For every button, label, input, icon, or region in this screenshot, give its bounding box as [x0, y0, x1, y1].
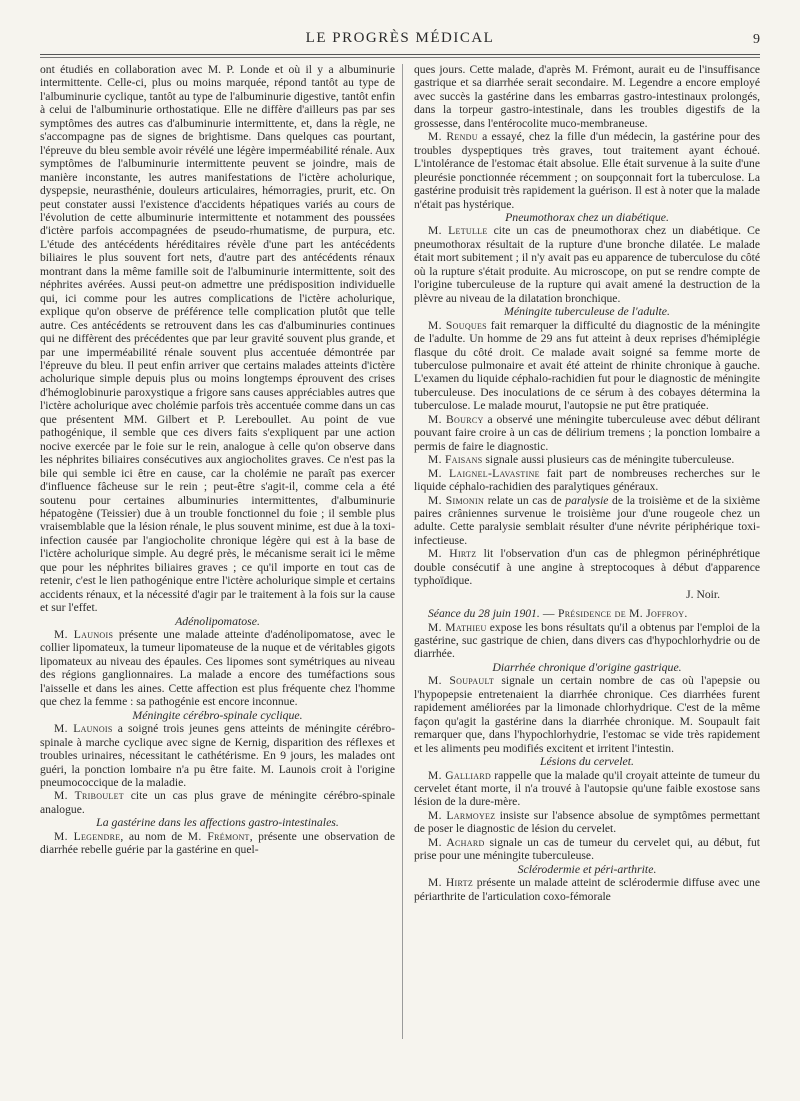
paragraph: ont étudiés en collaboration avec M. P. Londe et où il y a albuminurie intermittente. Celle-ci, plus ou moins marquée, répond tantôt au type de l'albuminurie cyclique, tantôt au type de l'albuminurie digestive, tantôt enfin à celui de l'albuminurie orthostatique. Elle ne diffère d'ailleurs pas par ses symptômes des autres cas d'albuminurie intermittente, et, dans la règle, ne s'accompagne pas de signes de brightisme. Dans quelques cas pourtant, l'épreuve du bleu semble avoir révélé une légère imperméabilité rénale. Aux symptômes de l'albuminurie intermittente peuvent se joindre, mais de manière inconstante, les autres manifestations de l'ictère acholurique, dyspepsie, neurasthénie, douleurs articulaires, hémorragies, prurit, etc. On peut constater aussi l'existence d'accidents hépatiques variés au cours de l'évolution de cette albuminurie intermittente et notamment des poussées d'ictère parfois accompagnées de pseudo-rhumatisme, de purpura, etc. L'étude des antécédents héréditaires révèle d'une part les antécédents biliaires le plus souvent fort nets, d'autre part des antécédents rénaux montrant dans la même famille soit de l'albuminurie intermittente, soit des néphrites avérées. Aussi peut-on admettre une prédisposition individuelle qui, ici comme pour les autres complications de l'ictère acholurique, explique qu'on observe de préférence telle complication plutôt que telle autre. Ces antécédents se retrouvent dans les cas d'albuminuries continues qui ne diffèrent des précédentes que par leur gravité souvent plus grande, et par une imperméabilité rénale souvent plus accentuée démontrée par l'épreuve du bleu. Il peut enfin arriver que certains malades atteints d'ictère acholurique simple depuis plus ou moins longtemps éprouvent des crises d'hémoglobinurie paroxystique a frigore sans causes appréciables autres que l'ictère acholurique avec cholémie parfois très accentuée comme dans un cas que présentent MM. Gilbert et P. Lereboullet. Au point de vue pathogénique, il semble que ces divers faits s'expliquent par une action nocive exercée par le foie sur le rein, analogue à celle qu'on observe dans les néphrites biliaires consécutives aux angiocholites graves. Ce n'est pas la bile qui semble ici être en cause, car la cholémie ne paraît pas exercer d'influence fâcheuse sur le rein ; peut-être s'agit-il, comme cela a été soutenu pour certaines albuminuries intermittentes, d'albuminurie hépatogène (Teissier) due à un trouble fonctionnel du foie ; il semble plus vraisemblable que la lésion rénale, le plus souvent minime, est due à la toxi-infection causée par l'angiocholite chronique légère qui est à la base de l'ictère acholurique simple. Au degré près, le mécanisme serait ici le même que pour les néphrites biliaires graves ; ce qu'il importe en tout cas de retenir, c'est le lien pathogénique entre l'ictère acholurique simple et certains accidents rénaux, et la nécessité d'agir par le traitement à la fois sur la cause et sur l'effet. [40, 63, 395, 615]
speaker-name: M. Legendre [54, 829, 121, 843]
paragraph-text: a soigné trois jeunes gens atteints de méningite cérébro-spinale à marche cyclique avec signe de Kernig, disparition des réflexes et troubles urinaires, nécessitant le cathétérisme. En 9 jours, les malades ont guéri, la ponction lombaire n'a pu être faite. M. Launois croit à l'origine pneumococcique de la maladie. [40, 722, 395, 790]
paragraph-text: présente un malade atteint de sclérodermie diffuse avec une périarthrite de l'articulation coxo-fémorale [414, 876, 760, 903]
paragraph-text: , au nom de [120, 829, 188, 843]
speaker-name: M. Souques [428, 318, 487, 332]
emphasis: paralysie [565, 493, 609, 507]
section-heading: La gastérine dans les affections gastro-intestinales. [96, 815, 339, 830]
speaker-name: M. Simonin [428, 493, 485, 507]
paragraph-text: lit l'observation d'un cas de phlegmon périnéphrétique double consécutif à une angine à streptocoques à début d'apparence typhoïdique. [414, 547, 760, 588]
session-presidency: — Présidence de M. Joffroy. [539, 607, 688, 621]
paragraph [414, 876, 760, 903]
section-heading: Adénolipomatose. [175, 613, 260, 628]
paragraph-text: cite un cas de pneumothorax chez un diabétique. Ce pneumothorax résultait de la rupture d'une bronche dilatée. Le malade était mort subitement ; il n'y avait pas eu apparence de tuberculose du côté où la rupture s'était produite. Au microscope, on put se rendre compte de l'origine tuberculeuse de la rupture qui avait amené la destruction de la plèvre au niveau de la dilatation bronchique. [414, 224, 760, 305]
paragraph-text: , présente une observation de diarrhée rebelle guérie par la gastérine en quel- [40, 829, 395, 857]
section-heading: Sclérodermie et péri-arthrite. [517, 861, 657, 876]
page-header [40, 30, 760, 52]
right-column [414, 63, 760, 903]
paragraph [414, 836, 760, 863]
paragraph [414, 319, 760, 413]
paragraph [414, 547, 760, 587]
paragraph [414, 453, 760, 466]
section-heading: Pneumothorax chez un diabétique. [505, 209, 669, 224]
paragraph [414, 467, 760, 494]
speaker-name: M. Soupault [428, 674, 495, 688]
session-line [414, 607, 760, 620]
paragraph [40, 722, 395, 789]
paragraph: ques jours. Cette malade, d'après M. Frémont, aurait eu de l'insuffisance gastrique et sa diarrhée serait secondaire. M. Legendre a encore employé avec succès la gastérine dans les embarras gastro-intestinaux prolongés, dans la torpeur gastro-intestinale, dans les troubles digestifs de la grossesse, dans l'entérocolite muco-membraneuse. [414, 63, 760, 130]
page-number: 9 [753, 32, 760, 47]
section-heading: Diarrhée chronique d'origine gastrique. [492, 659, 682, 674]
paragraph-text: fait remarquer la difficulté du diagnostic de la méningite de l'adulte. Un homme de 29 ans fut atteint à deux reprises d'hémiplégie flasque du côté droit. Ce malade avait soigné sa femme morte de tuberculose pulmonaire et avait été atteint de rhinite chronique à gauche. L'examen du liquide céphalo-rachidien fut pour le diagnostic de méningite tuberculeuse. Des inoculations de ce sérum à des cobayes détermina la tuberculose. Le malade mourut, l'autopsie ne put être pratiquée. [414, 318, 761, 413]
paragraph [414, 413, 760, 453]
section-heading: Lésions du cervelet. [539, 754, 635, 769]
left-column [40, 63, 395, 857]
paragraph [414, 494, 760, 548]
speaker-name: M. Launois [54, 722, 113, 736]
journal-title: LE PROGRÈS MÉDICAL [305, 30, 495, 46]
speaker-name: M. Launois [54, 628, 114, 642]
speaker-name: M. Triboulet [54, 789, 124, 803]
paragraph-text: signale un certain nombre de cas où l'apepsie ou l'hypopepsie entretenaient la diarrhée chronique. Ces diarrhées furent rapidement améliorées par la limonade chlorhydrique. C'est de la même façon qu'agit la gastérine dans la diarrhée chronique. M. Soupault fait remarquer que, dans l'hypochlorhydrie, l'estomac se vide très rapidement et les aliments peu modifiés excitent et irritent l'intestin. [414, 674, 760, 755]
paragraph-text: insiste sur l'absence absolue de symptômes permettant de poser le diagnostic de lésion du cervelet. [414, 808, 760, 836]
paragraph-text: de la troisième et de la sixième paires crâniennes survenue le troisième jour d'une rougeole chez un adulte. Cette paralysie semblait résulter d'une névrite périphérique toxi-infectieuse. [414, 493, 760, 547]
header-rule [40, 54, 760, 58]
paragraph [414, 224, 760, 305]
session-date: Séance du 28 juin 1901. [428, 607, 540, 621]
paragraph [414, 130, 760, 211]
author-signature: J. Noir. [686, 587, 720, 601]
paragraph-text: a essayé, chez la fille d'un médecin, la gastérine pour des troubles dyspeptiques très graves, tout traitement ayant échoué. L'intolérance de l'estomac était absolue. Elle était survenue à la suite d'une pleurésie ponctionnée récemment ; on soupçonnait fort la tuberculose. La gastérine produisit très rapidement la guérison. Il est à noter que la malade n'était pas hystérique. [414, 130, 760, 211]
paragraph [414, 769, 760, 809]
speaker-name: M. Hirtz [428, 547, 477, 561]
paragraph-text: cite un cas plus grave de méningite cérébro-spinale analogue. [40, 789, 395, 816]
section-heading: Méningite tuberculeuse de l'adulte. [504, 304, 670, 319]
speaker-name: M. Bourcy [428, 412, 484, 426]
speaker-name: M. Mathieu [428, 620, 487, 634]
paragraph-text: signale aussi plusieurs cas de méningite tuberculeuse. [485, 453, 735, 467]
speaker-name: M. Hirtz [428, 876, 473, 890]
speaker-name: M. Laignel-Lavastine [428, 466, 540, 480]
paragraph-text: a observé une méningite tuberculeuse avec début délirant pouvant faire croire à un cas de délirium tremens ; la ponction lombaire a permis de faire le diagnostic. [414, 412, 760, 453]
paragraph [414, 674, 760, 755]
paragraph-text: rappelle que la malade qu'il croyait atteinte de tumeur du cervelet étant morte, il n'a trouvé à l'autopsie qu'une faible exostose sans lésion de la dure-mère. [414, 768, 760, 809]
paragraph-text: fait part de nombreuses recherches sur le liquide céphalo-rachidien des paralytiques généraux. [414, 466, 760, 494]
paragraph [414, 621, 760, 661]
column-divider [402, 64, 403, 1039]
paragraph [40, 628, 395, 709]
speaker-name: M. Galliard [428, 768, 492, 782]
paragraph-text: signale un cas de tumeur du cervelet qui, au début, fut prise pour une méningite tuberculeuse. [414, 835, 760, 863]
speaker-name: M. Achard [428, 835, 485, 849]
paragraph-text: relate un cas de [487, 493, 566, 507]
paragraph [414, 809, 760, 836]
paragraph-text: présente une malade atteinte d'adénolipomatose, avec le collier lipomateux, la tumeur lipomateuse de la nuque et de véritables gigots lipomateux au niveau des épaules. Ces lipomes sont symétriques au niveau des régions ganglionnaires. La malade a encore des tuméfactions sous l'aisselle et dans les aines. Cette affection est plus fréquente chez l'homme que chez la femme : sa pathogénie est encore inconnue. [40, 628, 395, 709]
speaker-name: M. Larmoyez [428, 808, 496, 822]
speaker-name: M. Frémont [187, 829, 250, 843]
speaker-name: M. Rendu [428, 130, 478, 144]
speaker-name: M. Letulle [428, 224, 488, 238]
paragraph-text: expose les bons résultats qu'il a obtenus par l'emploi de la gastérine, suc gastrique de chien, dans divers cas d'hypochlorhydrie ou de diarrhée. [414, 620, 760, 661]
speaker-name: M. Faisans [428, 453, 483, 467]
section-heading: Méningite cérébro-spinale cyclique. [132, 707, 303, 722]
paragraph [40, 830, 395, 857]
paragraph [40, 789, 395, 816]
